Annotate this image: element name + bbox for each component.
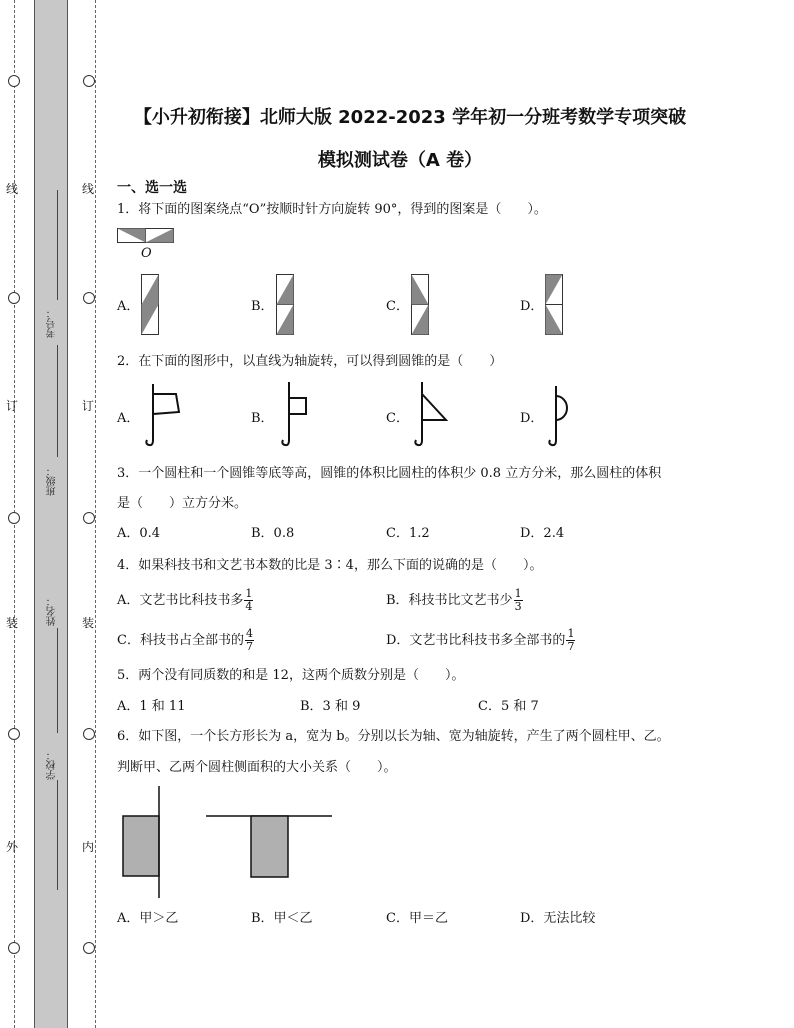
q1-option-c-figure (411, 274, 431, 336)
field-line-name[interactable] (57, 628, 58, 733)
binding-hole (8, 75, 20, 87)
q4-option-d-fraction (566, 628, 575, 653)
q4-option-a[interactable] (117, 588, 253, 613)
field-label-name: 姓名： (47, 596, 58, 626)
q4-option-b-text: B．科技书比文艺书少 (386, 593, 513, 608)
margin-char-xian: 线 (81, 182, 94, 196)
q2-option-b[interactable]: B． (251, 411, 274, 426)
binding-hole (8, 512, 20, 524)
binding-hole (83, 512, 95, 524)
q4-option-c-fraction (245, 628, 254, 653)
question-6-stem-line2: 判断甲、乙两个圆柱侧面积的大小关系（ ）。 (117, 760, 397, 775)
binding-hole (8, 292, 20, 304)
q1-option-c[interactable]: C． (386, 299, 409, 314)
q1-option-d-figure (545, 274, 565, 336)
field-label-school: 学校： (47, 750, 58, 780)
q4-option-b[interactable] (386, 588, 523, 613)
margin-char-ding: 订 (5, 399, 18, 413)
q4-option-b-fraction (514, 588, 523, 613)
q1-option-a[interactable]: A． (117, 299, 140, 314)
q6-option-a[interactable]: A．甲＞乙 (117, 911, 179, 926)
field-line-school[interactable] (57, 780, 58, 890)
question-4-stem: 4．如果科技书和文艺书本数的比是 3∶4，那么下面的说确的是（ ）。 (117, 558, 543, 573)
fraction-denominator: 4 (245, 600, 253, 613)
q2-option-d[interactable]: D． (520, 411, 544, 426)
q5-option-c[interactable]: C．5 和 7 (478, 699, 539, 714)
field-label-exam-number: 考号： (47, 308, 58, 338)
q6-option-d[interactable]: D．无法比较 (520, 911, 596, 926)
page-title-line2: 模拟测试卷（A 卷） (317, 150, 483, 171)
margin-char-nei: 内 (81, 840, 94, 854)
q4-option-a-text: A．文艺书比科技书多 (117, 593, 244, 608)
q2-option-b-figure (279, 380, 315, 448)
q3-option-d[interactable]: D．2.4 (520, 526, 565, 541)
q6-figure-width-axis (204, 810, 334, 882)
question-3-stem-line2: 是（ ）立方分米。 (117, 496, 248, 511)
margin-char-xian: 线 (5, 182, 18, 196)
q5-option-a[interactable]: A．1 和 11 (117, 699, 186, 714)
question-2-stem: 2．在下面的图形中，以直线为轴旋转，可以得到圆锥的是（ ） (117, 354, 503, 369)
binding-hole (83, 942, 95, 954)
q4-option-c-text: C．科技书占全部书的 (117, 633, 244, 648)
q5-option-b[interactable]: B．3 和 9 (300, 699, 361, 714)
q2-option-a[interactable]: A． (117, 411, 140, 426)
fraction-denominator: 7 (567, 640, 575, 653)
q1-option-a-figure (141, 274, 161, 336)
binding-hole (83, 292, 95, 304)
q2-option-a-figure (143, 382, 183, 448)
binding-hole (8, 728, 20, 740)
q3-option-c[interactable]: C．1.2 (386, 526, 430, 541)
q4-option-d-text: D．文艺书比科技书多全部书的 (386, 633, 566, 648)
q4-option-d[interactable] (386, 628, 575, 653)
q4-option-c[interactable] (117, 628, 254, 653)
fraction-numerator: 4 (245, 627, 253, 640)
q2-option-d-figure (546, 384, 576, 448)
binding-hole (8, 942, 20, 954)
q6-option-c[interactable]: C．甲＝乙 (386, 911, 448, 926)
fraction-denominator: 7 (245, 640, 253, 653)
field-label-class: 班级： (47, 466, 58, 496)
binding-hole (83, 728, 95, 740)
fraction-numerator: 1 (245, 587, 253, 600)
section-heading: 一、选一选 (117, 180, 187, 196)
field-line-exam-number[interactable] (57, 190, 58, 300)
question-5-stem: 5．两个没有同质数的和是 12，这两个质数分别是（ ）。 (117, 668, 465, 683)
q3-option-a[interactable]: A．0.4 (117, 526, 161, 541)
question-3-stem-line1: 3．一个圆柱和一个圆锥等底等高，圆锥的体积比圆柱的体积少 0.8 立方分米，那么圆柱的体积 (117, 466, 662, 481)
q4-option-a-fraction (244, 588, 253, 613)
q1-option-d[interactable]: D． (520, 299, 544, 314)
page-title-line1: 【小升初衔接】北师大版 2022-2023 学年初一分班考数学专项突破 (133, 107, 687, 128)
margin-char-zhuang: 装 (5, 616, 18, 630)
binding-band (34, 0, 68, 1028)
fraction-denominator: 3 (514, 600, 522, 613)
q3-option-b[interactable]: B．0.8 (251, 526, 295, 541)
field-line-class[interactable] (57, 345, 58, 457)
fraction-numerator: 1 (567, 627, 575, 640)
q6-option-b[interactable]: B．甲＜乙 (251, 911, 313, 926)
q2-option-c-figure (412, 380, 452, 448)
margin-char-wai: 外 (5, 840, 18, 854)
q1-option-b-figure (276, 274, 296, 336)
q2-option-c[interactable]: C． (386, 411, 409, 426)
question-6-stem-line1: 6．如下图，一个长方形长为 a，宽为 b。分别以长为轴、宽为轴旋转，产生了两个圆柱甲、乙。 (117, 729, 670, 744)
margin-char-ding: 订 (81, 399, 94, 413)
q6-figure-long-axis (118, 784, 166, 902)
margin-cut-line-inner (95, 0, 96, 1028)
question-1-stem: 1．将下面的图案绕点“O”按顺时针方向旋转 90°，得到的图案是（ ）。 (117, 202, 547, 217)
binding-hole (83, 75, 95, 87)
fraction-numerator: 1 (514, 587, 522, 600)
q1-option-b[interactable]: B． (251, 299, 274, 314)
margin-char-zhuang: 装 (81, 616, 94, 630)
q1-point-label: O (141, 246, 152, 261)
